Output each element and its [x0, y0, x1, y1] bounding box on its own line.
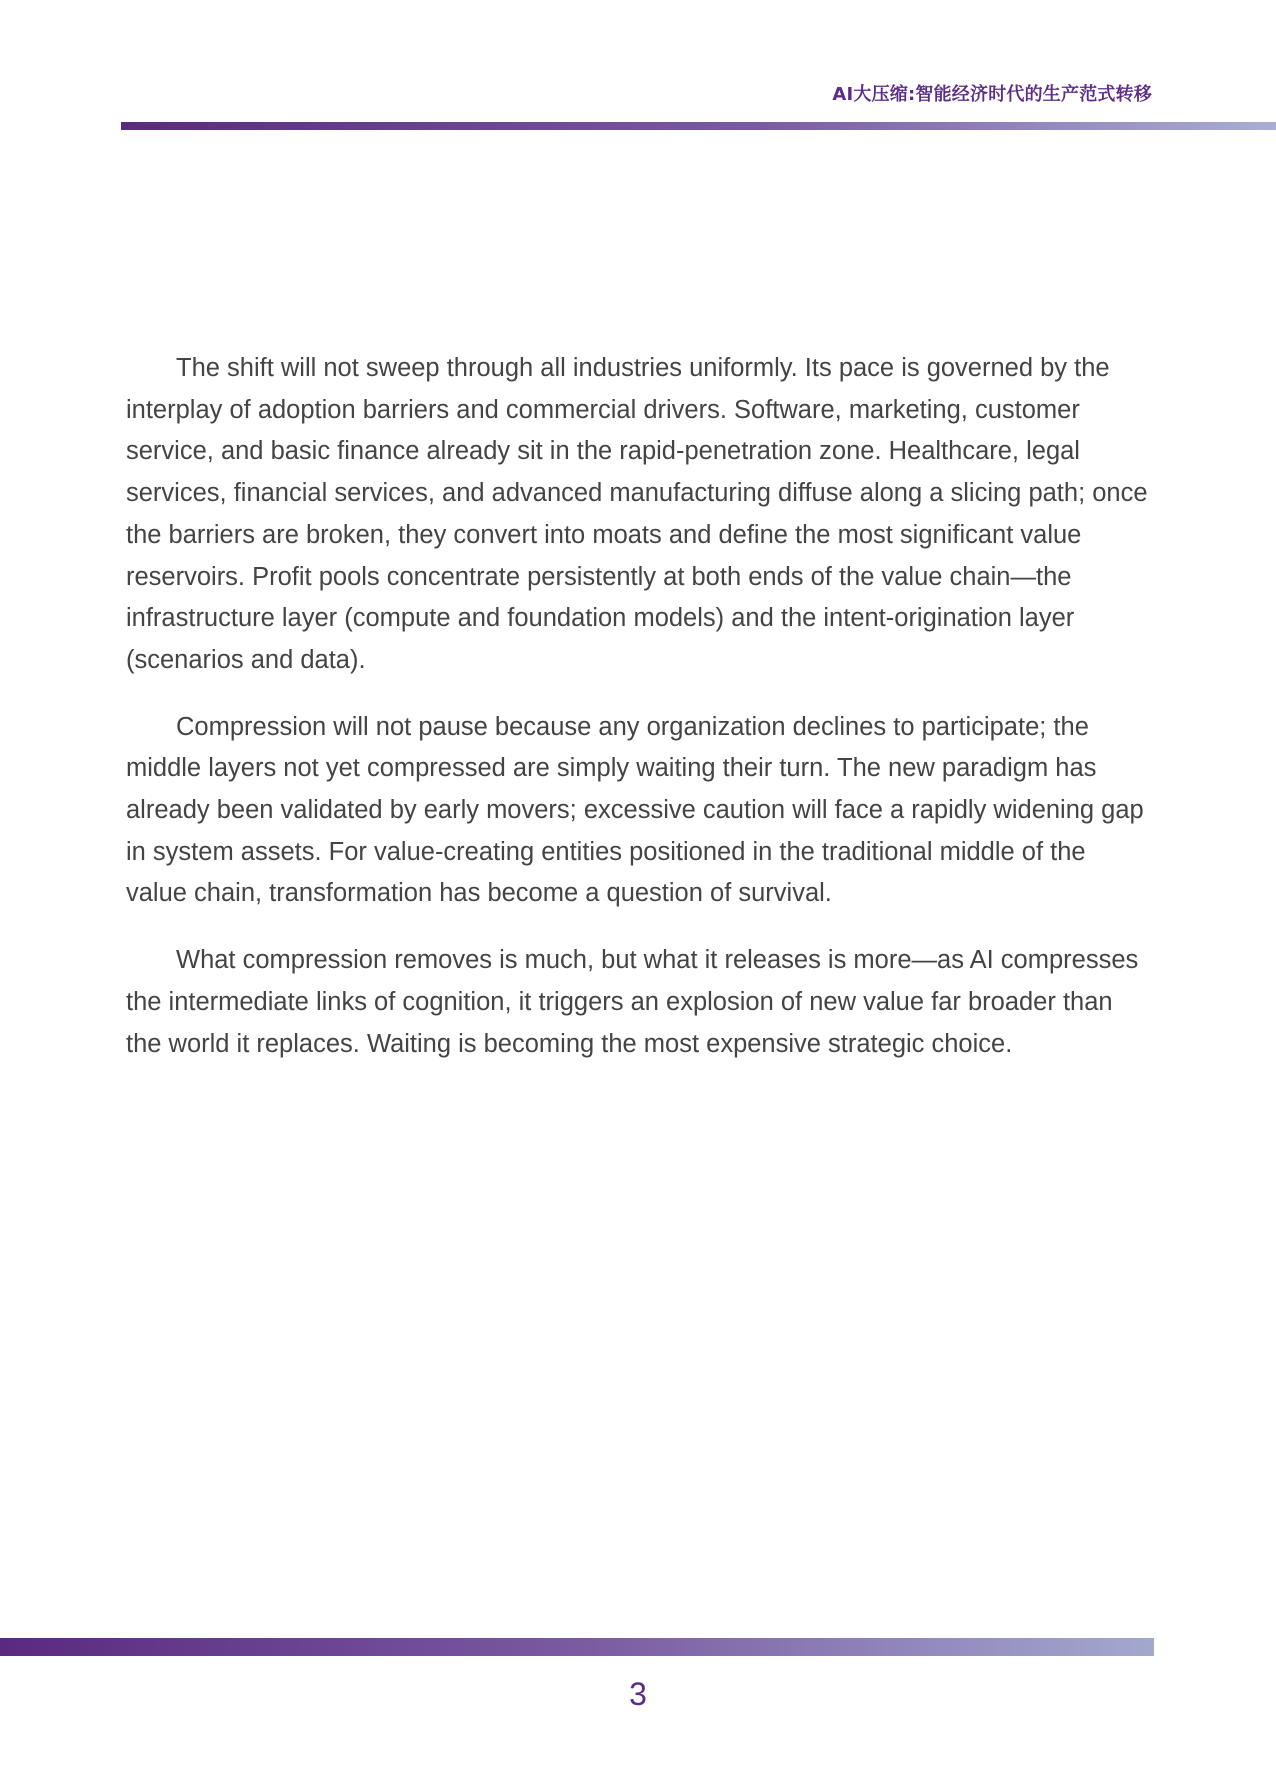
header-rule — [121, 122, 1276, 130]
footer-rule — [0, 1638, 1154, 1656]
paragraph-2: Compression will not pause because any organization declines to participate; the middle layers not yet compressed are simply waiting their turn. The new paradigm has already been validated by early movers; excessive caution will face a rapidly widening gap in system assets. For value-creating entities positioned in the traditional middle of the value chain, transformation has become a question of survival. — [126, 712, 1144, 908]
paragraph-1: The shift will not sweep through all industries uniformly. Its pace is governed by the interplay of adoption barriers and commercial drivers. Software, marketing, customer service, and basic finance already sit in the rapid-penetration zone. Healthcare, legal services, financial services, and advanced manufacturing diffuse along a slicing path; once the barriers are broken, they convert into moats and define the most significant value reservoirs. Profit pools concentrate persistently at both ends of the value chain—the infrastructure layer (compute and foundation models) and the intent-origination layer (scenarios and data). — [126, 354, 1148, 674]
running-header-title: AI大压缩:智能经济时代的生产范式转移 — [832, 84, 1152, 105]
paragraph-3: What compression removes is much, but what it releases is more—as AI compresses the intermediate links of cognition, it triggers an explosion of new value far broader than the world it replaces. Waiting is becoming the most expensive strategic choice. — [126, 946, 1139, 1058]
body-text — [126, 348, 1152, 1090]
page-number: 3 — [629, 1676, 647, 1712]
